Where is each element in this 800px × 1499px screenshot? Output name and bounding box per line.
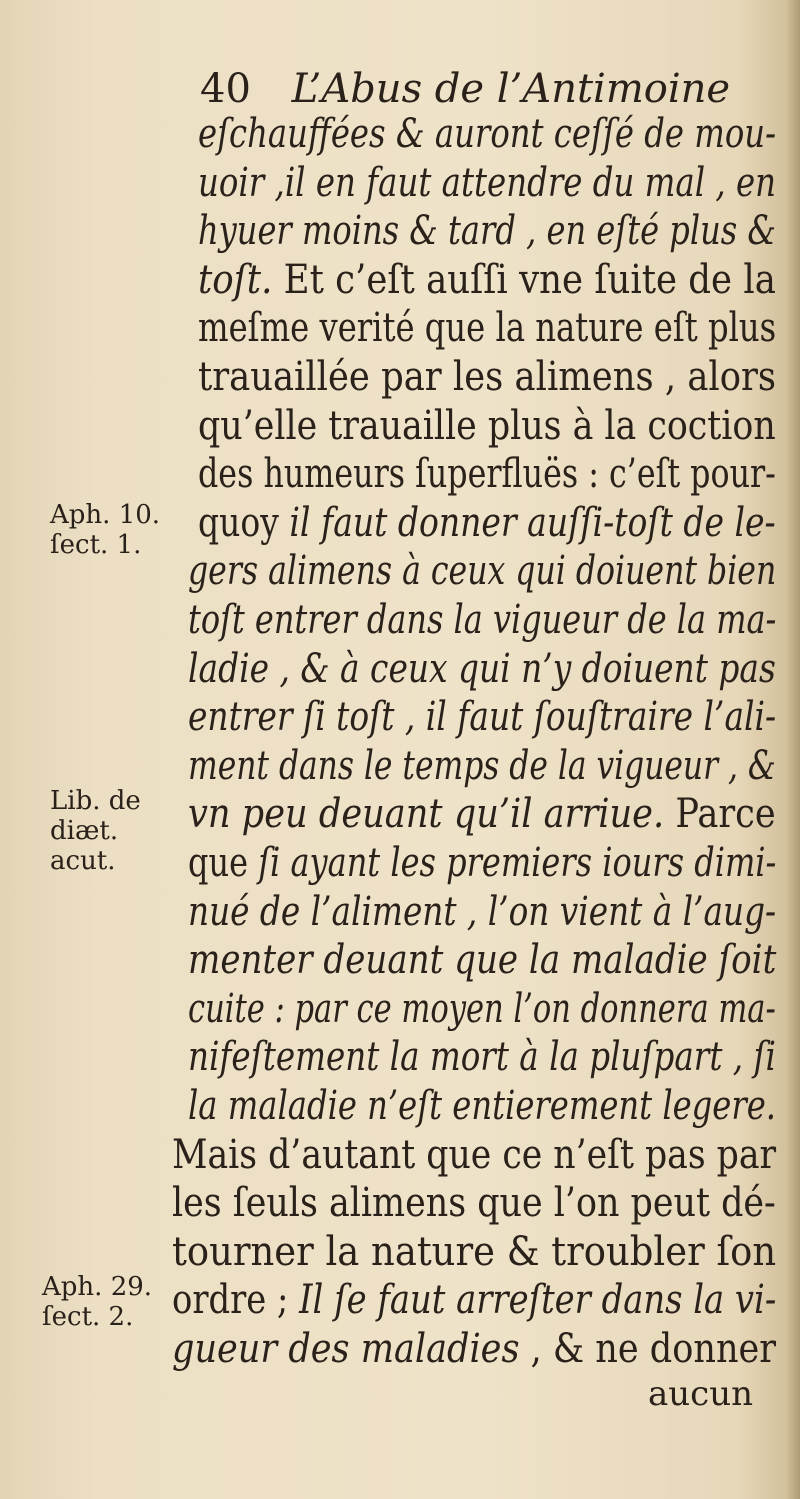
- roman-text-segment: les ſeuls alimens que l’on peut dé-: [172, 1180, 776, 1227]
- page-edge-shadow: [786, 0, 800, 1499]
- margin-note-aph-10: [50, 500, 160, 560]
- roman-text-segment: qu’elle trauaille plus à la coction: [198, 402, 776, 449]
- text-line: [198, 256, 776, 303]
- italic-text-segment: ladie , & à ceux qui n’y doiuent pas: [188, 645, 776, 692]
- text-line: [198, 159, 777, 206]
- page-number: 40: [200, 66, 251, 112]
- italic-text-segment: vn peu deuant qu’il arriue.: [188, 791, 665, 838]
- roman-text-segment: meſme verité que la nature eſt plus: [198, 305, 777, 352]
- italic-text-segment: gers alimens à ceux qui doiuent bien: [188, 548, 777, 595]
- text-line: [198, 451, 776, 498]
- text-line: [198, 305, 777, 352]
- running-header: [200, 66, 730, 112]
- text-line: [188, 985, 776, 1032]
- margin-note-aph-29: [42, 1272, 152, 1332]
- roman-text-segment: , & ne donner: [519, 1326, 777, 1372]
- roman-text-segment: trauaillée par les alimens , alors: [198, 354, 777, 400]
- italic-text-segment: il faut donner auſſi-toſt de le-: [289, 499, 776, 546]
- text-line: [188, 1083, 777, 1129]
- text-line: [188, 888, 777, 935]
- text-line: [198, 402, 776, 449]
- text-line: [188, 937, 777, 984]
- text-line: [198, 499, 776, 546]
- margin-note-line: ſect. 2.: [42, 1302, 134, 1332]
- text-line: [188, 597, 777, 643]
- text-line: [198, 354, 777, 400]
- margin-note-line: Aph. 29.: [42, 1272, 153, 1302]
- italic-text-segment: eſchauffées & auront ceſſé de mou-: [198, 111, 776, 157]
- text-line: [188, 840, 777, 886]
- running-title: L’Abus de l’Antimoine: [291, 66, 731, 112]
- italic-text-segment: la maladie n’eſt entierement legere.: [188, 1083, 777, 1129]
- italic-text-segment: nifeſtement la mort à la pluſpart , ſi: [188, 1034, 776, 1081]
- roman-text-segment: que: [188, 840, 259, 886]
- italic-text-segment: cuite : par ce moyen l’on donnera ma-: [188, 985, 776, 1032]
- italic-text-segment: toſt entrer dans la vigueur de la ma-: [188, 597, 777, 643]
- roman-text-segment: quoy: [198, 499, 290, 546]
- text-line: [188, 791, 776, 838]
- text-line: [198, 208, 776, 255]
- italic-text-segment: menter deuant que la maladie ſoit: [188, 937, 777, 984]
- italic-text-segment: ſi ayant les premiers iours dimi-: [258, 840, 777, 886]
- text-line: [188, 645, 776, 692]
- italic-text-segment: ment dans le temps de la vigueur , &: [188, 742, 776, 789]
- roman-text-segment: Et c’eſt auſſi vne ſuite de la: [272, 256, 776, 303]
- text-line: [188, 548, 777, 595]
- margin-note-line: diæt.: [50, 816, 119, 846]
- text-line: [188, 742, 776, 789]
- margin-note-line: ſect. 1.: [50, 530, 142, 560]
- italic-text-segment: entrer ſi toſt , il faut ſouſtraire l’ali-: [188, 694, 777, 741]
- italic-text-segment: nué de l’aliment , l’on vient à l’aug-: [188, 888, 777, 935]
- italic-text-segment: toſt.: [198, 256, 273, 303]
- text-line: [188, 694, 777, 741]
- margin-note-line: Aph. 10.: [50, 500, 161, 530]
- roman-text-segment: ordre ;: [172, 1277, 300, 1324]
- italic-text-segment: uoir ,il en faut attendre du mal , en: [198, 159, 777, 206]
- text-line: [198, 111, 776, 157]
- roman-text-segment: tourner la nature & troubler ſon: [172, 1228, 777, 1275]
- text-line: [172, 1228, 777, 1275]
- text-line: [172, 1131, 777, 1178]
- margin-note-line: acut.: [50, 846, 116, 876]
- roman-text-segment: des humeurs ſuperfluës : c’eſt pour-: [198, 451, 776, 498]
- text-line: [188, 1034, 776, 1081]
- roman-text-segment: Mais d’autant que ce n’eſt pas par: [172, 1131, 777, 1178]
- catchword: aucun: [648, 1374, 754, 1414]
- text-line: [172, 1277, 777, 1324]
- italic-text-segment: Il ſe faut arreſter dans la vi-: [299, 1277, 777, 1324]
- margin-note-line: Lib. de: [50, 786, 141, 816]
- roman-text-segment: Parce: [664, 791, 776, 838]
- margin-note-lib-de-diaet: [50, 786, 141, 876]
- italic-text-segment: gueur des maladies: [172, 1326, 520, 1372]
- text-line: [172, 1326, 777, 1372]
- italic-text-segment: hyuer moins & tard , en eſté plus &: [198, 208, 776, 255]
- text-line: [172, 1180, 776, 1227]
